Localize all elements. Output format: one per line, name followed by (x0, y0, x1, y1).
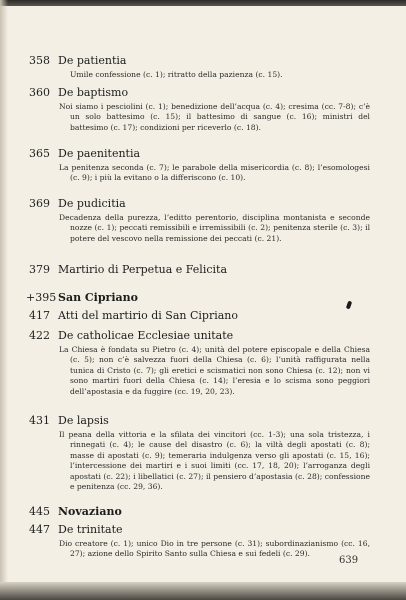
entry-page-number: 447 (29, 523, 50, 536)
entry-description: Noi siamo i pesciolini (c. 1); benedizione dell’acqua (c. 4); cresima (cc. 7-8); c’è un solo battesimo (c. 15); il battesimo di sangue (c. 16); ministri del battesimo (c. 17); condizioni per riceverlo (c. 18). (59, 102, 370, 132)
entry-page-number: 445 (29, 505, 50, 518)
entry-page-number: 422 (29, 329, 50, 342)
entry-title: De catholicae Ecclesiae unitate (58, 329, 234, 342)
entry-page-number: 417 (29, 309, 50, 322)
entry-title: De baptismo (58, 86, 129, 99)
section-title: Novaziano (58, 505, 122, 518)
page-number: 639 (339, 555, 359, 566)
entry-title: Atti del martirio di San Cipriano (58, 309, 239, 322)
entry-page-number: 365 (29, 147, 50, 160)
entry-description: Decadenza della purezza, l’editto perentorio, disciplina montanista e seconde nozze (c. 1); peccati remissibili e irremissibili (c. 2); penitenza sterile (c. 3); il potere del vescovo nella remissione dei peccati (c. 21). (59, 213, 370, 243)
entry-title: Martirio di Perpetua e Felicita (58, 263, 227, 276)
entry-description: La penitenza seconda (c. 7); le parabole della misericordia (c. 8); l’esomologesi (c. 9); i più la evitano o la differiscono (c. 10). (59, 163, 370, 183)
entry-page-number: 358 (29, 54, 50, 67)
section-title: San Cipriano (58, 291, 138, 304)
entry-page-number: 360 (29, 86, 50, 99)
entry-title: De lapsis (58, 414, 109, 427)
entry-description: Umile confessione (c. 1); ritratto della pazienza (c. 15). (70, 70, 283, 79)
entry-title: De trinitate (58, 523, 123, 536)
entry-title: De patientia (58, 54, 127, 67)
scan-bottom-edge (0, 582, 406, 600)
entry-page-number: +395 (26, 291, 57, 304)
entry-description: La Chiesa è fondata su Pietro (c. 4); unità del potere episcopale e della Chiesa (c. 5); non c’è salvezza fuori della Chiesa (c. 6); l’unità raffigurata nella tunica di Cristo (c. 7); gli eretici e scismatici non sono Chiesa (c. 12); non vi sono martiri fuori della Chiesa (c. 14); l’eresia e lo scisma sono peggiori dell’apostasia e da fuggire (cc. 19, 20, 23). (59, 345, 370, 396)
entry-description: Il peana della vittoria e la sfilata dei vincitori (cc. 1-3); una sola tristezza, i rinnegati (c. 4); le cause del disastro (c. 6); la viltà degli apostati (c. 8); masse di apostati (c. 9); temeraria indulgenza verso gli apostati (c. 15, 16); l’intercessione dei martiri e i suoi limiti (cc. 17, 18, 20); l’arroganza degli apostati (c. 22); i libellatici (c. 27); il pensiero d’apostasia (c. 28); confessione e penitenza (cc. 29, 36). (59, 430, 370, 492)
entry-page-number: 369 (29, 197, 50, 210)
entry-title: De pudicitia (58, 197, 126, 210)
entry-page-number: 379 (29, 263, 50, 276)
entry-description: Dio creatore (c. 1); unico Dio in tre persone (c. 31); subordinazianismo (cc. 16, 27); azione dello Spirito Santo sulla Chiesa e sui fedeli (c. 29). (59, 539, 370, 559)
entry-title: De paenitentia (58, 147, 141, 160)
entry-page-number: 431 (29, 414, 50, 427)
